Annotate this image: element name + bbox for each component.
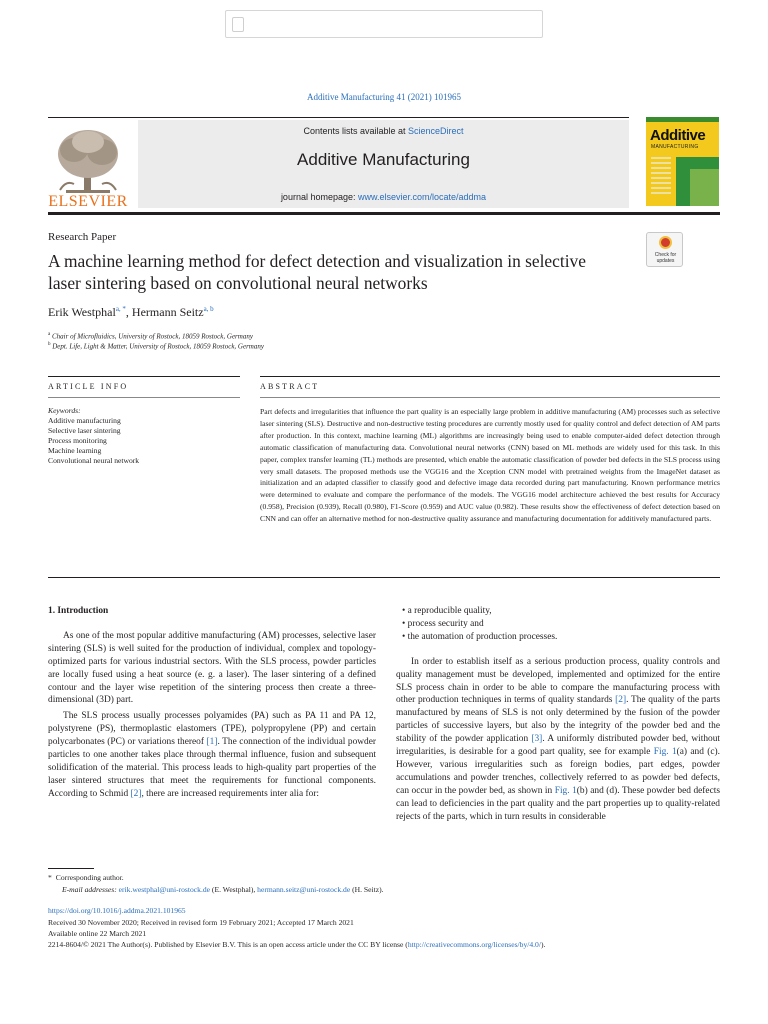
figure-link[interactable]: Fig. 1 (653, 747, 677, 758)
list-item: • the automation of production processes. (402, 631, 720, 644)
license-link[interactable]: http://creativecommons.org/licenses/by/4.0/ (407, 940, 541, 949)
abstract-bottom-rule (48, 577, 720, 578)
article-info-rule-2 (48, 397, 240, 398)
author-name: Erik Westphal (48, 305, 116, 319)
keyword: Additive manufacturing (48, 416, 121, 425)
body-paragraph: As one of the most popular additive manufacturing (AM) processes, selective laser sintering (SLS) is well suited for the production of individual, complex and topology-optimized parts for various industrial sectors. With the SLS process, powder particles are locally fused using a heat source (e. g. a laser). The laser sintering of a defined contour and the layer wise repetition of the sintering process then create a three-dimensional (3D) part. (48, 630, 376, 706)
email-note: E-mail addresses: erik.westphal@uni-rostock.de (E. Westphal), hermann.seitz@uni-rostock.de (H. Seitz). (62, 885, 384, 894)
header-top-rule (48, 117, 629, 118)
cover-subtitle: MANUFACTURING (651, 144, 699, 150)
reference-link[interactable]: [2] (615, 695, 627, 706)
requirements-list (402, 605, 720, 644)
list-item: • process security and (402, 618, 720, 631)
corresponding-note: * Corresponding author. (48, 873, 124, 882)
keyword: Machine learning (48, 446, 102, 455)
body-left-column (48, 605, 376, 801)
list-item: • a reproducible quality, (402, 605, 720, 618)
received-dates: Received 30 November 2020; Received in revised form 19 February 2021; Accepted 17 March 2021 (48, 918, 354, 927)
keywords-label: Keywords: (48, 406, 81, 415)
article-info-rule (48, 376, 240, 377)
footnote-rule (48, 868, 94, 869)
keyword: Convolutional neural network (48, 456, 140, 465)
abstract-rule (260, 376, 720, 377)
article-title: A machine learning method for defect detection and visualization in selective laser sintering based on convolutional neural networks (48, 251, 586, 293)
affiliation: $^a$ Chair of Microfluidics, University of Rostock, 18059 Rostock, Germany (48, 332, 253, 341)
figure-link[interactable]: Fig. 1 (554, 785, 577, 796)
publisher-name: ELSEVIER (48, 193, 128, 210)
section-heading: 1. Introduction (48, 606, 109, 616)
affiliation: $^b$ Dept. Life, Light & Matter, University of Rostock, 18059 Rostock, Germany (48, 342, 264, 351)
available-online: Available online 22 March 2021 (48, 929, 147, 938)
check-for-updates-button[interactable]: Check for updates (646, 232, 683, 267)
contents-line: Contents lists available at ScienceDirect (303, 126, 464, 136)
email-link[interactable]: erik.westphal@uni-rostock.de (118, 885, 211, 894)
body-paragraph: In order to establish itself as a serious production process, quality controls and quality management must be developed, implemented and optimized for the entire SLS process chain in order to be able to compare the manufacturing process with other production techniques in terms of quality standards [2]. The quality of the parts manufactured by means of SLS is not only determined by the fusion of the powder particles of successive layers, but also by the integrity of the powder bed and the stability of the powder application [3]. A uniformly distributed powder bed, without irregularities, is desirable for a good part quality, see for example Fig. 1(a) and (c). However, various irregularities such as foreign bodies, part edges, powder accumulations and powder trenches, collectively referred to as powder bed defects, can occur in the powder bed, as shown in Fig. 1(b) and (d). These powder bed defects can lead to deficiencies in the part quality and the part properties up to quality-related rejects of the parts, which in turn results in considerable (396, 656, 720, 822)
homepage-link[interactable]: www.elsevier.com/locate/addma (358, 192, 487, 202)
email-link[interactable]: hermann.seitz@uni-rostock.de (257, 885, 351, 894)
author-list: Erik Westphal$^{a, *}$, Hermann Seitz$^{a, b}$ (48, 305, 214, 319)
journal-citation[interactable]: Additive Manufacturing 41 (2021) 101965 (307, 92, 461, 102)
abstract-rule-2 (260, 397, 720, 398)
reference-link[interactable]: [1] (206, 737, 218, 748)
reference-link[interactable]: [2] (130, 788, 142, 799)
cover-title: Additive (650, 127, 706, 144)
reference-link[interactable]: [3] (531, 734, 543, 745)
doi-link[interactable]: https://doi.org/10.1016/j.addma.2021.101965 (48, 906, 186, 915)
keywords-block (48, 406, 238, 466)
abstract-heading: ABSTRACT (260, 382, 320, 391)
abstract-text: Part defects and irregularities that influence the part quality is an especially large problem in additive manufacturing (AM) processes such as selective laser sintering (SLS). Destructive and non-destructive testing procedures are currently mostly used for quality control and defect detection of AM parts after production. In this context, machine learning (ML) algorithms are increasingly being used to enable computer-aided defect detection through automatic classification of manufacturing data. Convolutional neural networks (CNN) based on ML methods are widely used for this task. In this paper, complex transfer learning (TL) methods are presented, which enable the automatic classification of powder bed defects in the SLS process using very small datasets. The proposed methods use the VGG16 and the Xception CNN model with pretrained weights from the ImageNet dataset as initialization and an adapted classifier to classify good and defective image data recorded during part manufacturing. Known performance metrics were determined to evaluate and compare the performance of the models. The VGG16 model architecture achieved the best results for Accuracy (0.958), Precision (0.939), Recall (0.980), F1-Score (0.959) and AUC value (0.982). These results show the effectiveness of defect detection based on CNN and can offer an alternative method for non-destructive quality assurance and manufacturing documentation for additively manufactured parts. (260, 407, 720, 524)
body-paragraph: The SLS process usually processes polyamides (PA) such as PA 11 and PA 12, polystyrene (PS), thermoplastic elastomers (TPE), polypropylene (PP) and certain polycarbonates (PC) or variations thereof [1]. The connection of the individual powder particles to one another takes place through thermal influence, fusion and subsequent solidification of the material. This process leads to high-quality part properties of the laser sintered structures that meet the requirements for functional components. According to Schmid [2], there are increased requirements inter alia for: (48, 711, 376, 799)
header-bottom-rule (48, 212, 720, 215)
author-affil-link[interactable]: a, * (115, 305, 126, 313)
check-updates-icon (659, 236, 672, 249)
homepage-line: journal homepage: www.elsevier.com/locate/addma (280, 192, 487, 202)
top-search-box[interactable] (225, 10, 543, 38)
keyword: Selective laser sintering (48, 426, 121, 435)
journal-cover-thumbnail[interactable] (646, 117, 719, 206)
author-name: Hermann Seitz (131, 305, 204, 319)
article-info-heading: ARTICLE INFO (48, 382, 129, 391)
journal-title: Additive Manufacturing (297, 150, 470, 169)
author-affil-link[interactable]: a, b (203, 305, 214, 313)
box-icon (232, 17, 244, 32)
article-type: Research Paper (48, 231, 117, 243)
sciencedirect-link[interactable]: ScienceDirect (408, 126, 464, 136)
body-right-column (396, 605, 720, 824)
license-line: 2214-8604/© 2021 The Author(s). Published by Elsevier B.V. This is an open access article under the CC BY license (http://creativecommons.org/licenses/by/4.0/). (48, 940, 546, 949)
keyword: Process monitoring (48, 436, 107, 445)
